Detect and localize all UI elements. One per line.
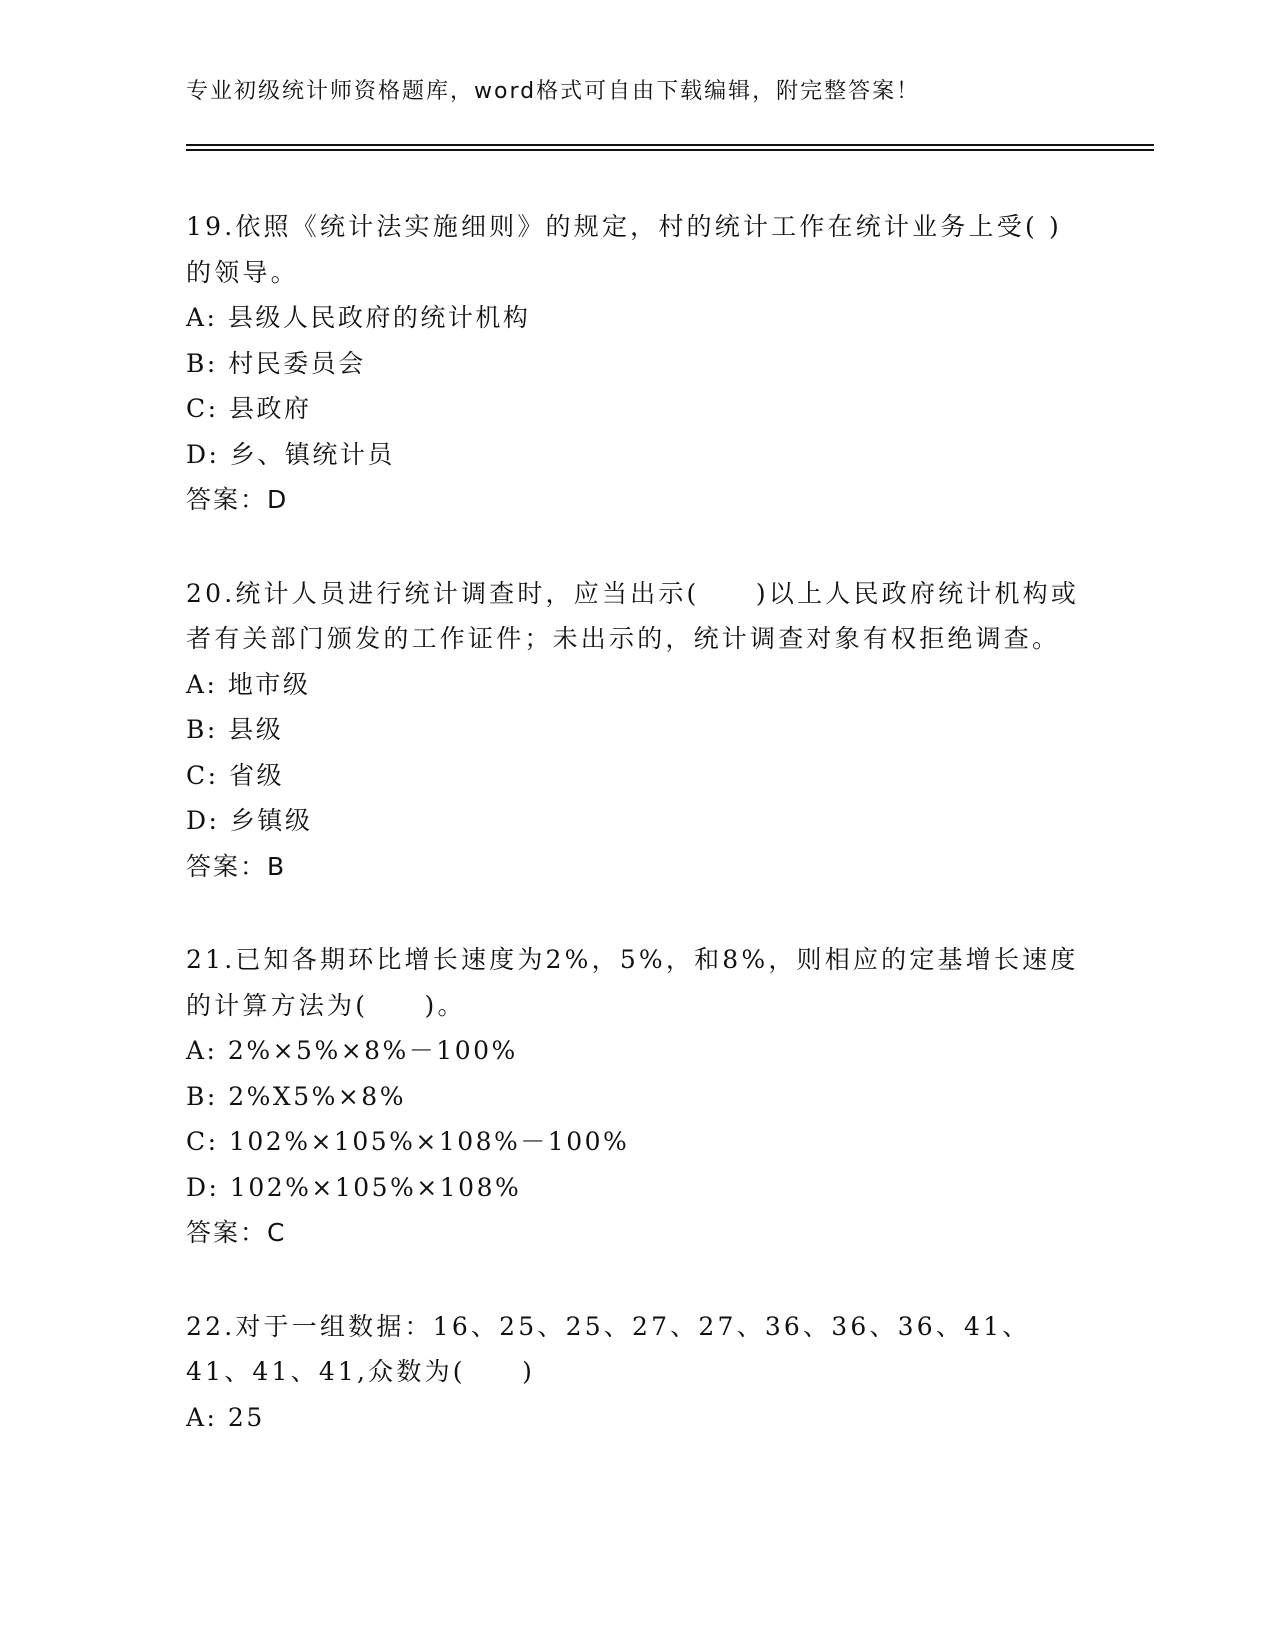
option-c: C: 县政府 xyxy=(186,394,312,423)
question-text: 19.依照《统计法实施细则》的规定，村的统计工作在统计业务上受( )的领导。 xyxy=(186,212,1063,287)
option-b: B: 村民委员会 xyxy=(186,348,366,378)
option-a: A: 25 xyxy=(186,1402,265,1432)
option-b: B: 县级 xyxy=(186,715,284,744)
option-d: D: 乡、镇统计员 xyxy=(186,439,395,469)
answer: 答案：C xyxy=(186,1218,287,1247)
option-d: D: 102%×105%×108% xyxy=(186,1172,522,1202)
option-b: B: 2%X5%×8% xyxy=(186,1081,406,1111)
question-text: 22.对于一组数据：16、25、25、27、27、36、36、36、41、41、41、41,众数为( ) xyxy=(186,1311,1031,1386)
option-c: C: 省级 xyxy=(186,760,284,790)
header-rule-top xyxy=(186,144,1154,146)
option-a: A: 县级人民政府的统计机构 xyxy=(186,303,531,332)
answer: 答案：D xyxy=(186,485,289,514)
option-a: A: 2%×5%×8%－100% xyxy=(186,1036,518,1065)
option-d: D: 乡镇级 xyxy=(186,806,313,835)
question-text: 21.已知各期环比增长速度为2%，5%，和8%，则相应的定基增长速度的计算方法为( )。 xyxy=(186,945,1079,1020)
question-20 xyxy=(186,571,1086,890)
question-text: 20.统计人员进行统计调查时，应当出示( )以上人民政府统计机构或者有关部门颁发的工作证件；未出示的，统计调查对象有权拒绝调查。 xyxy=(186,578,1080,653)
header-rule-bottom xyxy=(186,149,1154,151)
option-a: A: 地市级 xyxy=(186,669,311,699)
option-c: C: 102%×105%×108%－100% xyxy=(186,1127,630,1156)
page-header: 专业初级统计师资格题库，word格式可自由下载编辑，附完整答案！ xyxy=(186,79,921,104)
question-22 xyxy=(186,1304,1086,1441)
question-19 xyxy=(186,204,1086,523)
question-21 xyxy=(186,937,1086,1256)
answer: 答案：B xyxy=(186,851,287,881)
question-list xyxy=(186,204,1086,1488)
